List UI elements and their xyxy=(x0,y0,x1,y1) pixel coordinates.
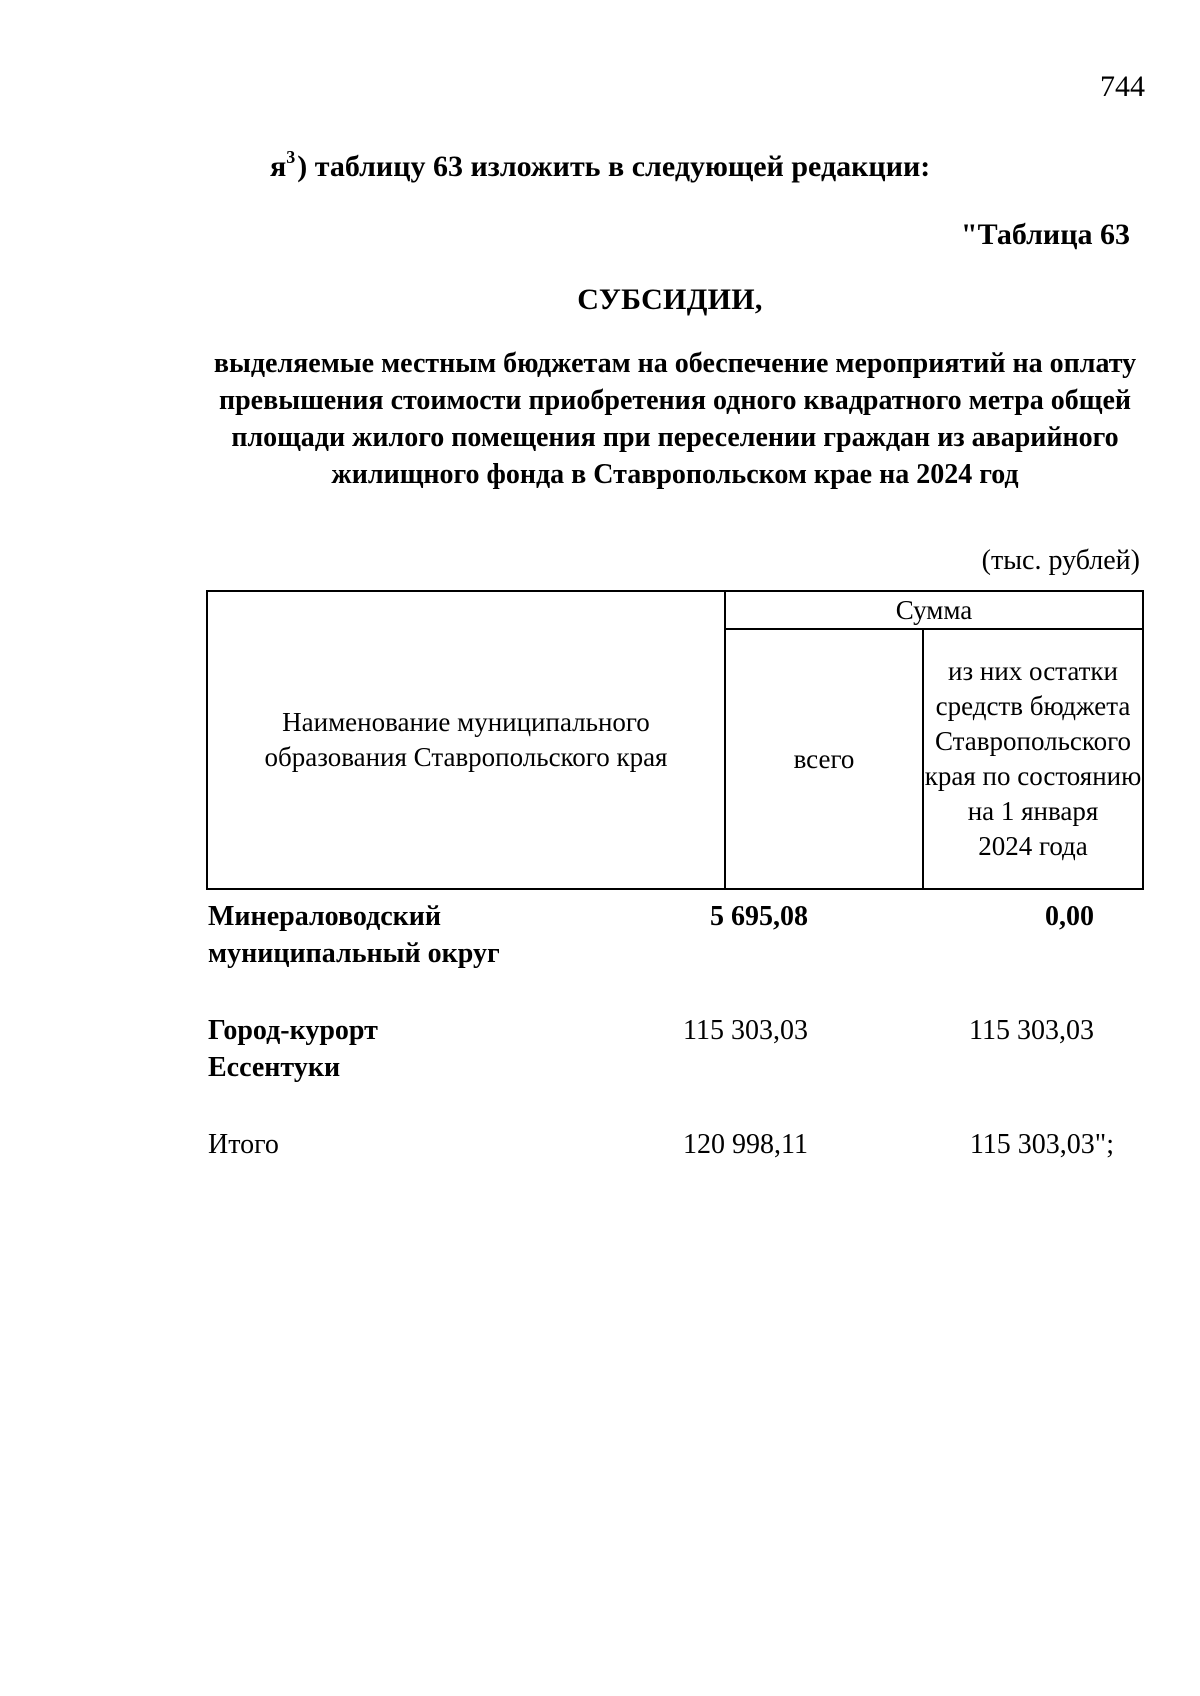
row-name xyxy=(208,1012,608,1086)
header-remainder-column xyxy=(924,630,1142,888)
units-label: (тыс. рублей) xyxy=(981,545,1140,576)
row-remainder: 115 303,03"; xyxy=(969,1129,1114,1160)
header-divider xyxy=(724,592,726,888)
header-remainder-line: средств бюджета xyxy=(935,691,1131,721)
document-title: СУБСИДИИ, xyxy=(577,283,763,316)
row-name xyxy=(208,898,608,972)
row-name-line: Итого xyxy=(208,1129,279,1160)
header-name-line: образования Ставропольского края xyxy=(264,742,668,772)
header-total-column: всего xyxy=(793,743,855,774)
header-divider xyxy=(724,628,1142,630)
table-row xyxy=(208,1126,1140,1166)
row-total: 120 998,11 xyxy=(683,1129,808,1160)
header-remainder-line: из них остатки xyxy=(948,656,1118,686)
header-sum-group: Сумма xyxy=(895,594,973,625)
header-remainder-line: на 1 января xyxy=(967,796,1099,826)
instruction-line xyxy=(270,147,931,184)
row-name-line: муниципальный округ xyxy=(208,938,500,969)
instruction-prefix: я xyxy=(270,150,287,183)
row-name-line: Ессентуки xyxy=(208,1052,341,1083)
header-remainder-line: Ставропольского xyxy=(934,726,1132,756)
header-divider xyxy=(922,628,924,888)
header-remainder-line: 2024 года xyxy=(978,831,1088,861)
row-name-line: Город-курорт xyxy=(208,1015,378,1046)
row-total: 115 303,03 xyxy=(683,1015,808,1046)
row-total: 5 695,08 xyxy=(710,901,808,932)
header-name-column xyxy=(208,592,724,888)
instruction-text: ) таблицу 63 изложить в следующей редакции: xyxy=(297,150,931,183)
table-label: "Таблица 63 xyxy=(960,218,1130,251)
subtitle-line: выделяемые местным бюджетам на обеспечение мероприятий на оплату xyxy=(213,348,1137,379)
row-name xyxy=(208,1126,608,1163)
table-header xyxy=(206,590,1144,890)
subtitle-line: жилищного фонда в Ставропольском крае на 2024 год xyxy=(331,459,1019,490)
row-remainder: 115 303,03 xyxy=(969,1015,1094,1046)
row-name-line: Минераловодский xyxy=(208,901,442,932)
instruction-superscript: 3 xyxy=(286,147,296,167)
document-subtitle xyxy=(210,345,1140,493)
table-row xyxy=(208,898,1140,978)
page-number: 744 xyxy=(1100,70,1145,103)
table-row xyxy=(208,1012,1140,1092)
row-remainder: 0,00 xyxy=(1045,901,1094,932)
header-name-line: Наименование муниципального xyxy=(282,707,650,737)
subtitle-line: превышения стоимости приобретения одного квадратного метра общей xyxy=(218,385,1132,416)
header-remainder-line: края по состоянию xyxy=(924,761,1142,791)
subtitle-line: площади жилого помещения при переселении граждан из аварийного xyxy=(231,422,1119,453)
